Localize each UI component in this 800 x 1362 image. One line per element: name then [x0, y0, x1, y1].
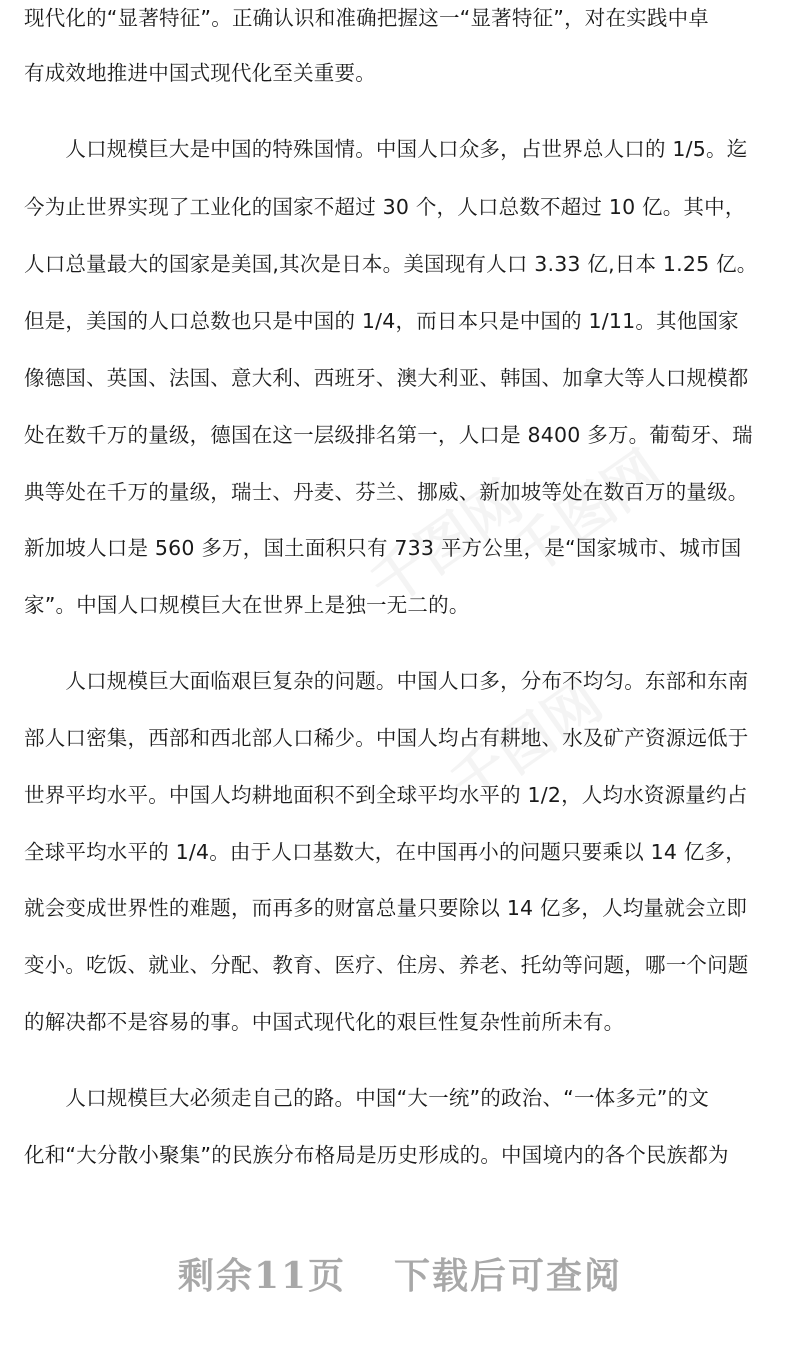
download-hint-label: 下载后可查阅	[394, 1255, 623, 1297]
text-line: 家”。中国人口规模巨大在世界上是独一无二的。	[24, 593, 470, 617]
text-line: 处在数千万的量级，德国在这一层级排名第一，人口是 8400 多万。葡萄牙、瑞	[24, 423, 753, 447]
text-line: 的解决都不是容易的事。中国式现代化的艰巨性复杂性前所未有。	[24, 1010, 625, 1034]
text-line: 全球平均水平的 1/4。由于人口基数大，在中国再小的问题只要乘以 14 亿多，	[24, 840, 746, 864]
text-line: 有成效地推进中国式现代化至关重要。	[24, 61, 376, 85]
text-line: 变小。吃饭、就业、分配、教育、医疗、住房、养老、托幼等问题，哪一个问题	[24, 953, 749, 977]
paragraph-first-line: 人口规模巨大面临艰巨复杂的问题。中国人口多，分布不均匀。东部和东南	[24, 669, 749, 693]
text-line: 现代化的“显著特征”。正确认识和准确把握这一“显著特征”，对在实践中卓	[24, 6, 709, 30]
text-line: 部人口密集，西部和西北部人口稀少。中国人均占有耕地、水及矿产资源远低于	[24, 726, 749, 750]
text-line: 人口总量最大的国家是美国,其次是日本。美国现有人口 3.33 亿,日本 1.25 亿。	[24, 252, 758, 276]
watermark	[492, 429, 676, 591]
text-line: 新加坡人口是 560 多万，国土面积只有 733 平方公里，是“国家城市、城市国	[24, 536, 742, 560]
text-line: 就会变成世界性的难题，而再多的财富总量只要除以 14 亿多，人均量就会立即	[24, 896, 748, 920]
paragraph-first-line: 人口规模巨大是中国的特殊国情。中国人口众多，占世界总人口的 1/5。迄	[24, 137, 748, 161]
text-line: 但是，美国的人口总数也只是中国的 1/4，而日本只是中国的 1/11。其他国家	[24, 309, 739, 333]
text-line: 世界平均水平。中国人均耕地面积不到全球平均水平的 1/2，人均水资源量约占	[24, 783, 748, 807]
text-line: 今为止世界实现了工业化的国家不超过 30 个，人口总数不超过 10 亿。其中，	[24, 195, 746, 219]
text-line: 典等处在千万的量级，瑞士、丹麦、芬兰、挪威、新加坡等处在数百万的量级。	[24, 480, 749, 504]
remaining-pages-label: 剩余11页	[177, 1255, 347, 1297]
text-line: 化和“大分散小聚集”的民族分布格局是历史形成的。中国境内的各个民族都为	[24, 1143, 729, 1167]
download-prompt[interactable]	[0, 1248, 800, 1299]
paragraph-first-line: 人口规模巨大必须走自己的路。中国“大一统”的政治、“一体多元”的文	[24, 1086, 709, 1110]
text-line: 像德国、英国、法国、意大利、西班牙、澳大利亚、韩国、加拿大等人口规模都	[24, 366, 749, 390]
